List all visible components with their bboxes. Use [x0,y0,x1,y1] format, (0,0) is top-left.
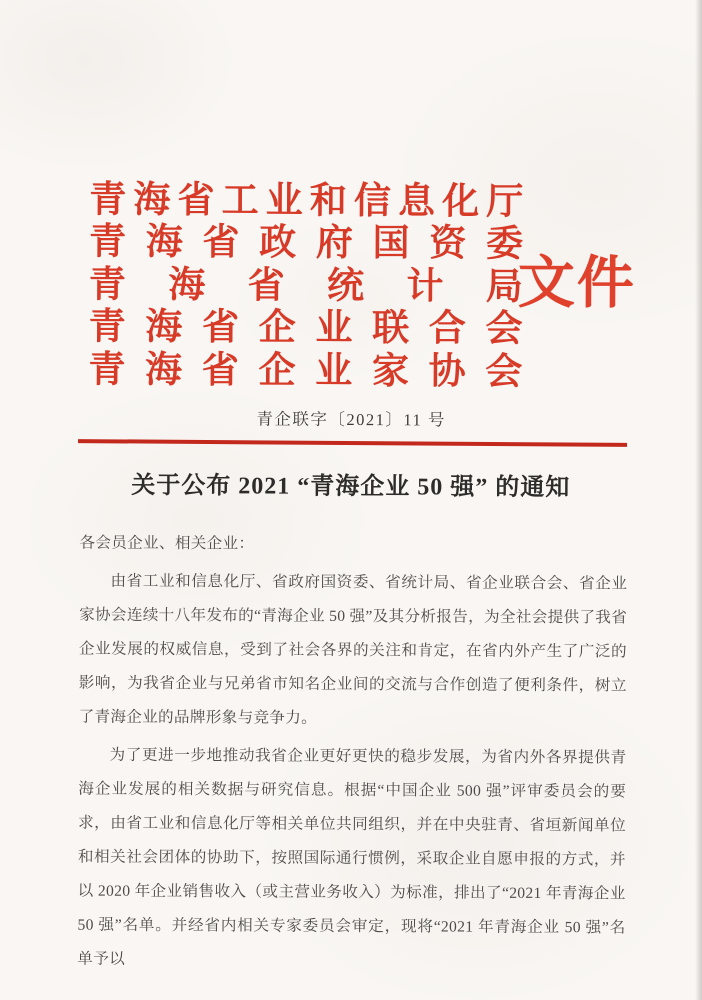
red-divider-line [78,439,627,447]
body-paragraph-2: 为了更进一步地推动我省企业更好更快的稳步发展，为省内外各界提供青海企业发展的相关数据与研究信息。根据“中国企业 500 强”评审委员会的要求，由省工业和信息化厅等相关单位共同组织，并在中央驻青、省垣新闻单位和相关社会团体的协助下，按照国际通行惯例，采取企业自愿申报的方式，并以 2020 年企业销售收入（或主营业务收入）为标准，排出了“2021 年青海企业 50 强”名单。并经省内相关专家委员会审定，现将“2021 年青海企业 50 强”名单予以 [77,746,627,968]
body-paragraph-1: 由省工业和信息化厅、省政府国资委、省统计局、省企业联合会、省企业家协会连续十八年发布的“青海企业 50 强”及其分析报告，为全社会提供了我省企业发展的权威信息，受到了社会各界的关注和肯定，在省内外产生了广泛的影响，为我省企业与兄弟省市知名企业间的交流与合作创造了便利条件，树立了青海企业的品牌形象与竞争力。 [78,572,628,727]
body-text [77,527,627,980]
doc-number: 青企联字〔2021〕11 号 [256,409,446,430]
letterhead [2,0,702,430]
salutation: 各会员企业、相关企业： [79,534,255,553]
org-line: 青 海 省 工 业 和 信 息 化 厅 [89,179,524,223]
org-line: 青 海 省 政 府 国 资 委 [88,222,524,266]
org-line: 青 海 省 统 计 局 [88,264,523,308]
org-line: 青 海 省 企 业 家 协 会 [88,349,523,393]
doc-type-label: 文件 [517,249,637,317]
issuing-org-lines [88,180,523,394]
org-line: 青 海 省 企 业 联 合 会 [88,306,523,351]
document-title: 关于公布 2021 “青海企业 50 强” 的通知 [131,472,571,502]
scan-edge-shadow [695,0,702,1000]
